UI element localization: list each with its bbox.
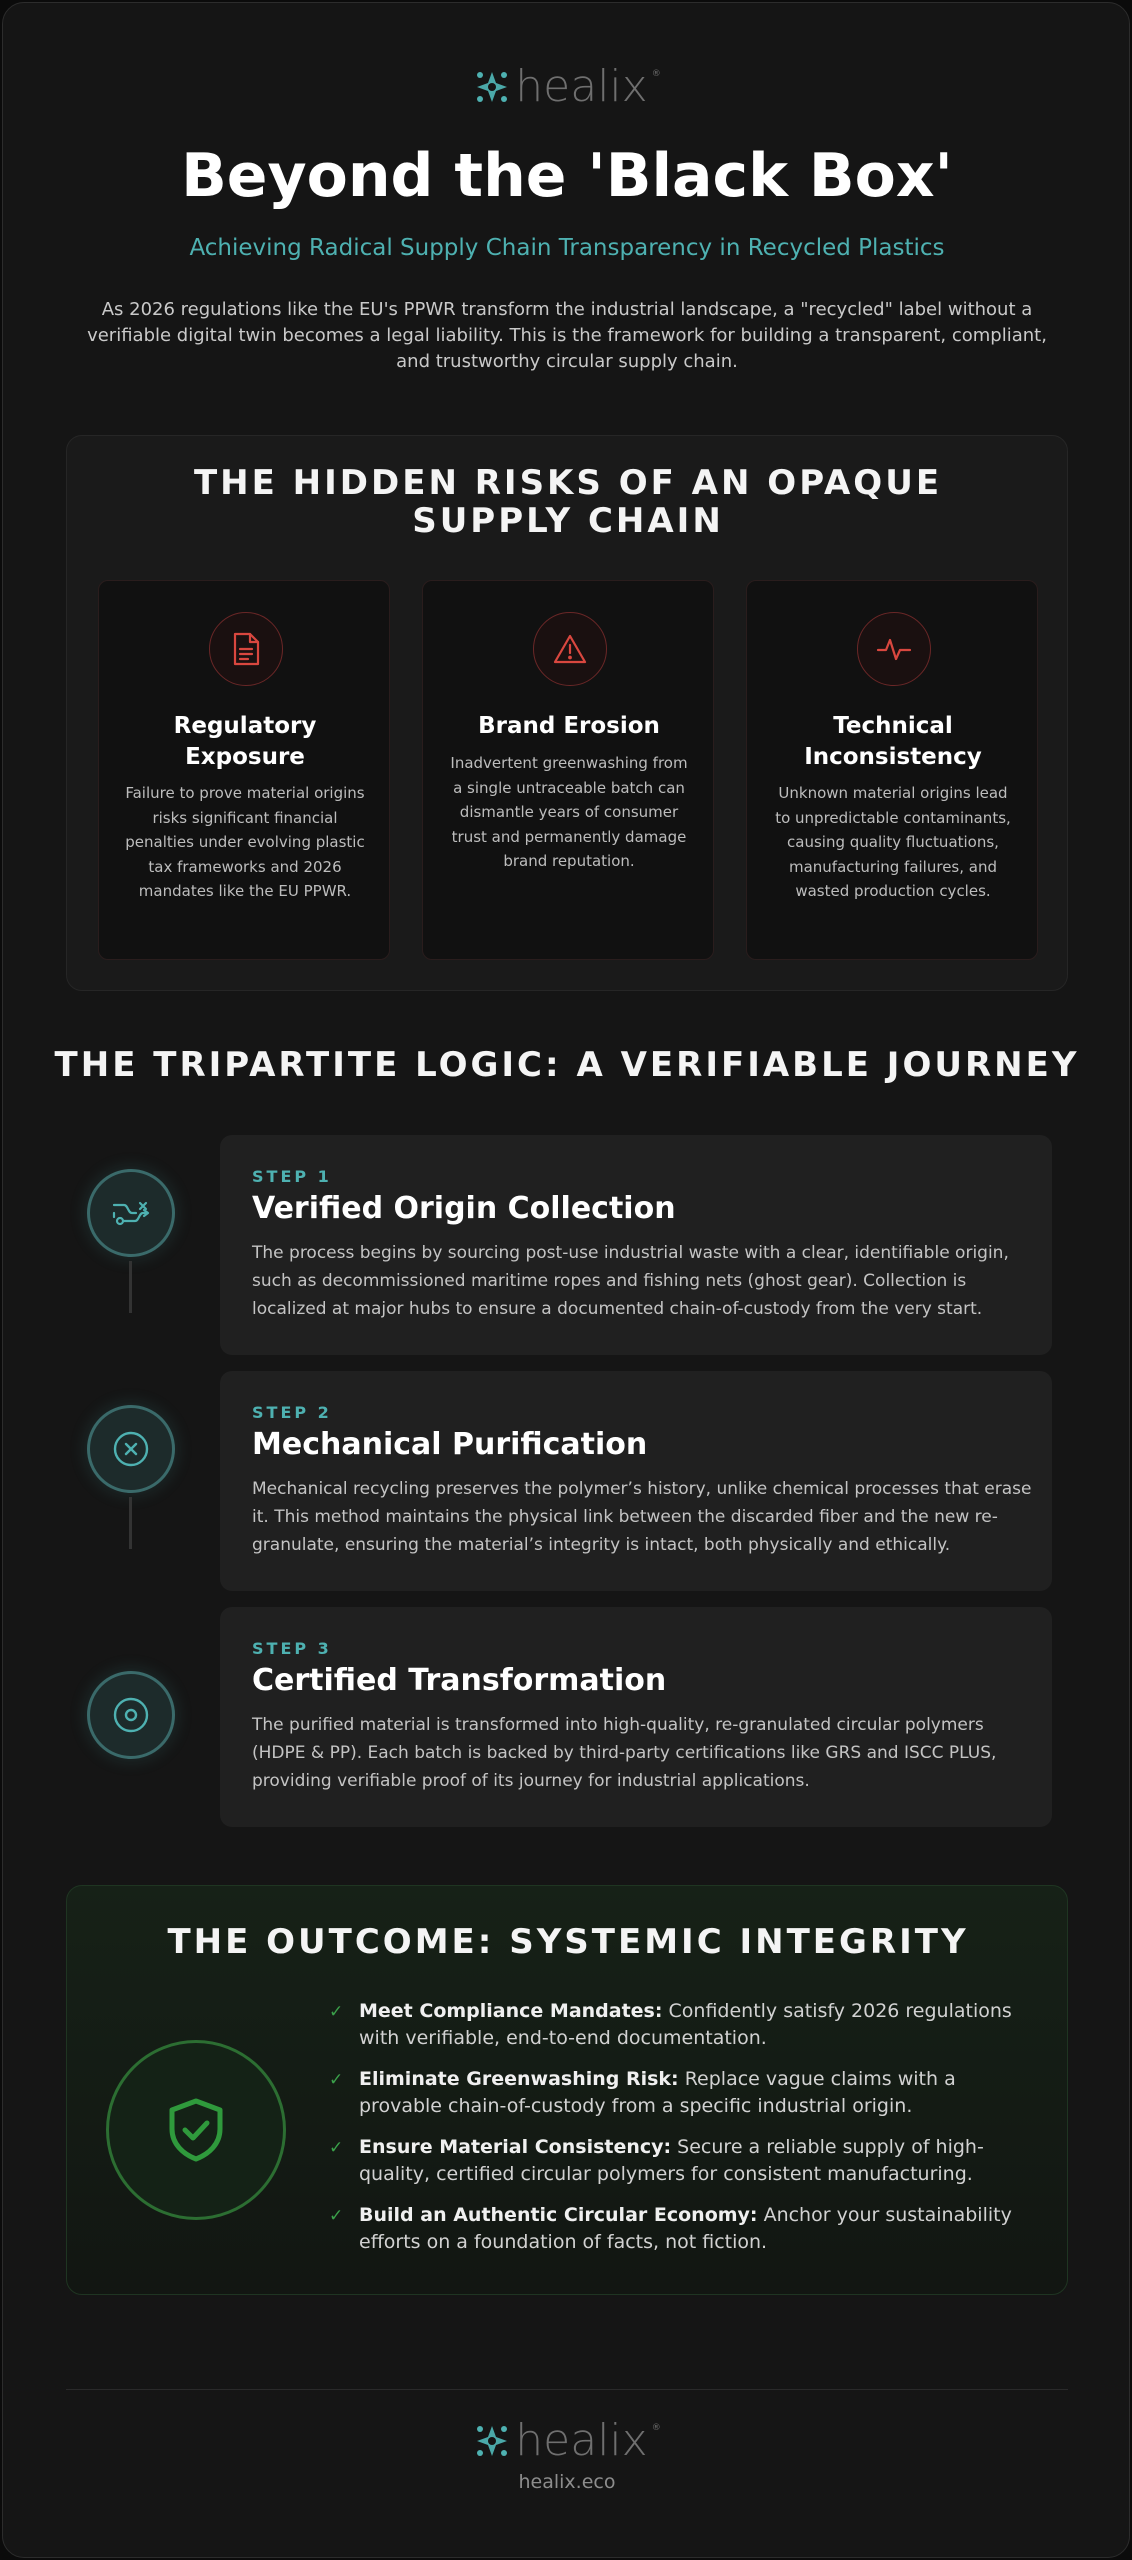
risk-description: Failure to prove material origins risks significant financial penalties under evolving plastic tax frameworks and 2026 mandates like the EU PPWR.	[125, 784, 365, 900]
outcome-text	[359, 1998, 1039, 2052]
step-card	[220, 1371, 1052, 1591]
risk-description: Unknown material origins lead to unpredictable contaminants, causing quality fluctuations, manufacturing failures, and wasted production cycles.	[775, 784, 1011, 900]
shield-check-icon	[106, 2040, 286, 2220]
outcome-detail: Secure a reliable supply of high-quality, certified circular polymers for consistent manufacturing.	[359, 2136, 984, 2185]
outcome-title: THE OUTCOME: SYSTEMIC INTEGRITY	[167, 1922, 969, 1962]
outcome-bold: Build an Authentic Circular Economy:	[359, 2204, 758, 2226]
footer-link[interactable]: healix.eco	[518, 2471, 616, 2493]
checkmark-icon: ✓	[329, 2206, 344, 2226]
logo-text: healix	[515, 61, 648, 112]
step-description: The purified material is transformed into high-quality, re-granulated circular polymers (HDPE & PP). Each batch is backed by third-party certifications like GRS and ISCC PLUS, providing verifiable proof of its journey for industrial applications.	[252, 1715, 997, 1791]
outcome-text	[359, 2134, 1039, 2188]
logo-text: healix	[515, 2415, 648, 2466]
outcome-text	[359, 2202, 1039, 2256]
step-description: Mechanical recycling preserves the polymer’s history, unlike chemical processes that erase it. This method maintains the physical link between the discarded fiber and the new re-granulate, ensuring the material’s integrity is intact, both physically and ethically.	[252, 1479, 1032, 1555]
checkmark-icon: ✓	[329, 2070, 344, 2090]
risk-title: Brand Erosion	[478, 713, 660, 739]
activity-icon	[857, 612, 931, 686]
outcome-bold: Eliminate Greenwashing Risk:	[359, 2068, 679, 2090]
risk-card	[746, 580, 1038, 960]
step-label: STEP 2	[252, 1403, 332, 1422]
risk-card	[422, 580, 714, 960]
registered-mark: ®	[651, 2423, 661, 2433]
document-icon	[209, 612, 283, 686]
step-label: STEP 3	[252, 1639, 332, 1658]
outcome-section	[66, 1885, 1068, 2295]
timeline-connector	[129, 1261, 132, 1313]
risks-title: THE HIDDEN RISKS OF AN OPAQUE SUPPLY CHAIN	[193, 463, 943, 541]
step-title: Certified Transformation	[252, 1663, 667, 1698]
intro-paragraph: As 2026 regulations like the EU's PPWR transform the industrial landscape, a "recycled" label without a verifiable digital twin becomes a legal liability. This is the framework for building a transparent, compliant, and trustworthy circular supply chain.	[87, 299, 1047, 372]
footer-divider	[66, 2389, 1068, 2390]
footer-logo	[3, 2415, 1130, 2466]
risk-title: Regulatory Exposure	[173, 713, 317, 770]
risk-card	[98, 580, 390, 960]
warning-icon	[533, 612, 607, 686]
checkmark-icon: ✓	[329, 2138, 344, 2158]
outcome-bold: Ensure Material Consistency:	[359, 2136, 672, 2158]
checkmark-icon: ✓	[329, 2002, 344, 2022]
timeline-connector	[129, 1497, 132, 1549]
route-icon	[87, 1169, 175, 1257]
header-logo	[3, 61, 1130, 112]
step-title: Verified Origin Collection	[252, 1191, 676, 1226]
page-title: Beyond the 'Black Box'	[181, 141, 953, 211]
step-description: The process begins by sourcing post-use industrial waste with a clear, identifiable origin, such as decommissioned maritime ropes and fishing nets (ghost gear). Collection is localized at major hubs to ensure a documented chain-of-custody from the very start.	[252, 1243, 1009, 1319]
page-subtitle: Achieving Radical Supply Chain Transparency in Recycled Plastics	[189, 235, 945, 261]
registered-mark: ®	[651, 69, 661, 79]
infographic-page	[2, 2, 1130, 2558]
target-icon	[87, 1671, 175, 1759]
risk-title: Technical Inconsistency	[804, 713, 982, 770]
step-card	[220, 1607, 1052, 1827]
outcome-detail: Anchor your sustainability efforts on a foundation of facts, not fiction.	[359, 2204, 1012, 2253]
outcome-bold: Meet Compliance Mandates:	[359, 2000, 663, 2022]
step-title: Mechanical Purification	[252, 1427, 648, 1462]
risk-description: Inadvertent greenwashing from a single untraceable batch can dismantle years of consumer trust and permanently damage brand reputation.	[450, 754, 688, 870]
healix-mark-icon	[473, 2422, 511, 2460]
step-card	[220, 1135, 1052, 1355]
outcome-detail: Replace vague claims with a provable chain-of-custody from a specific industrial origin.	[359, 2068, 956, 2117]
risks-section	[66, 435, 1068, 991]
purify-icon	[87, 1405, 175, 1493]
journey-title: THE TRIPARTITE LOGIC: A VERIFIABLE JOURNEY	[54, 1045, 1080, 1085]
outcome-detail: Confidently satisfy 2026 regulations with verifiable, end-to-end documentation.	[359, 2000, 1012, 2049]
healix-mark-icon	[473, 68, 511, 106]
outcome-text	[359, 2066, 1039, 2120]
step-label: STEP 1	[252, 1167, 332, 1186]
